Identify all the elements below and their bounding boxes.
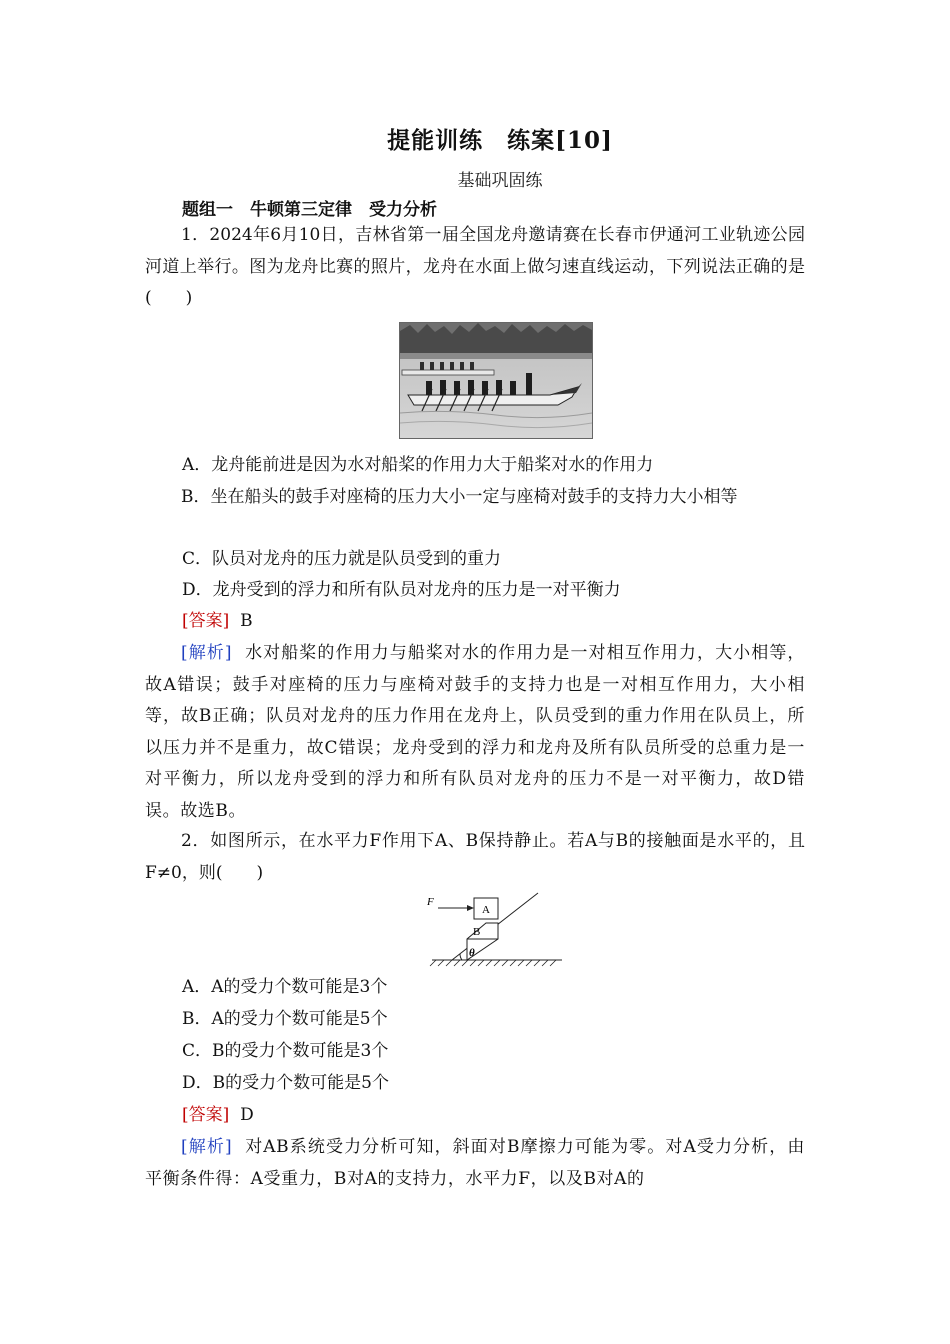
analysis-label: [解析] bbox=[181, 1137, 233, 1157]
incline-blocks-diagram bbox=[422, 885, 567, 967]
answer-label: [答案] bbox=[182, 611, 230, 631]
question-group-heading: 题组一 牛顿第三定律 受力分析 bbox=[182, 200, 437, 220]
dragon-boat-photo-image bbox=[400, 323, 592, 438]
analysis-label: [解析] bbox=[181, 643, 233, 663]
question-1-option-d: D．龙舟受到的浮力和所有队员对龙舟的压力是一对平衡力 bbox=[182, 580, 621, 600]
question-2-stem: 2．如图所示，在水平力F作用下A、B保持静止。若A与B的接触面是水平的，且F≠0，则( ) bbox=[145, 831, 805, 883]
block-a-label: A bbox=[482, 904, 490, 916]
question-2-option-a: A．A的受力个数可能是3个 bbox=[182, 977, 388, 997]
question-1-option-c: C．队员对龙舟的压力就是队员受到的重力 bbox=[182, 549, 502, 569]
analysis-text: 对AB系统受力分析可知，斜面对B摩擦力可能为零。对A受力分析，由平衡条件得：A受重力，B对A的支持力，水平力F，以及B对A的 bbox=[145, 1137, 805, 1189]
question-1-option-a: A．龙舟能前进是因为水对船桨的作用力大于船桨对水的作用力 bbox=[182, 455, 654, 475]
question-2-analysis bbox=[145, 1132, 805, 1195]
question-1-stem: 1．2024年6月10日，吉林省第一届全国龙舟邀请赛在长春市伊通河工业轨迹公园河道上举行。图为龙舟比赛的照片，龙舟在水面上做匀速直线运动，下列说法正确的是( ) bbox=[145, 225, 805, 308]
answer-value: D bbox=[240, 1105, 254, 1125]
answer-value: B bbox=[240, 611, 253, 631]
question-1-analysis bbox=[145, 638, 805, 827]
force-label: F bbox=[427, 896, 434, 908]
block-b-label: B bbox=[473, 926, 481, 938]
angle-label: θ bbox=[469, 947, 475, 959]
question-2-answer bbox=[182, 1100, 254, 1132]
analysis-text: 水对船桨的作用力与船桨对水的作用力是一对相互作用力，大小相等，故A错误；鼓手对座椅的压力与座椅对鼓手的支持力也是一对相互作用力，大小相等，故B正确；队员对龙舟的压力作用在龙舟上，队员受到的重力作用在队员上，所以压力并不是重力，故C错误；龙舟受到的浮力和龙舟及所有队员所受的总重力是一对平衡力，所以龙舟受到的浮力和所有队员对龙舟的压力不是一对平衡力，故D错误。故选B。 bbox=[145, 643, 805, 821]
page-title: 提能训练 练案[10] bbox=[387, 127, 613, 154]
question-1-answer bbox=[182, 606, 253, 638]
dragon-boat-photo bbox=[399, 322, 593, 439]
question-2-option-c: C．B的受力个数可能是3个 bbox=[182, 1041, 389, 1061]
question-2-option-d: D．B的受力个数可能是5个 bbox=[182, 1073, 389, 1093]
answer-label: [答案] bbox=[182, 1105, 230, 1125]
question-1-option-b: B．坐在船头的鼓手对座椅的压力大小一定与座椅对鼓手的支持力大小相等 bbox=[181, 487, 738, 507]
question-2-option-b: B．A的受力个数可能是5个 bbox=[182, 1009, 388, 1029]
section-subtitle: 基础巩固练 bbox=[457, 171, 543, 191]
